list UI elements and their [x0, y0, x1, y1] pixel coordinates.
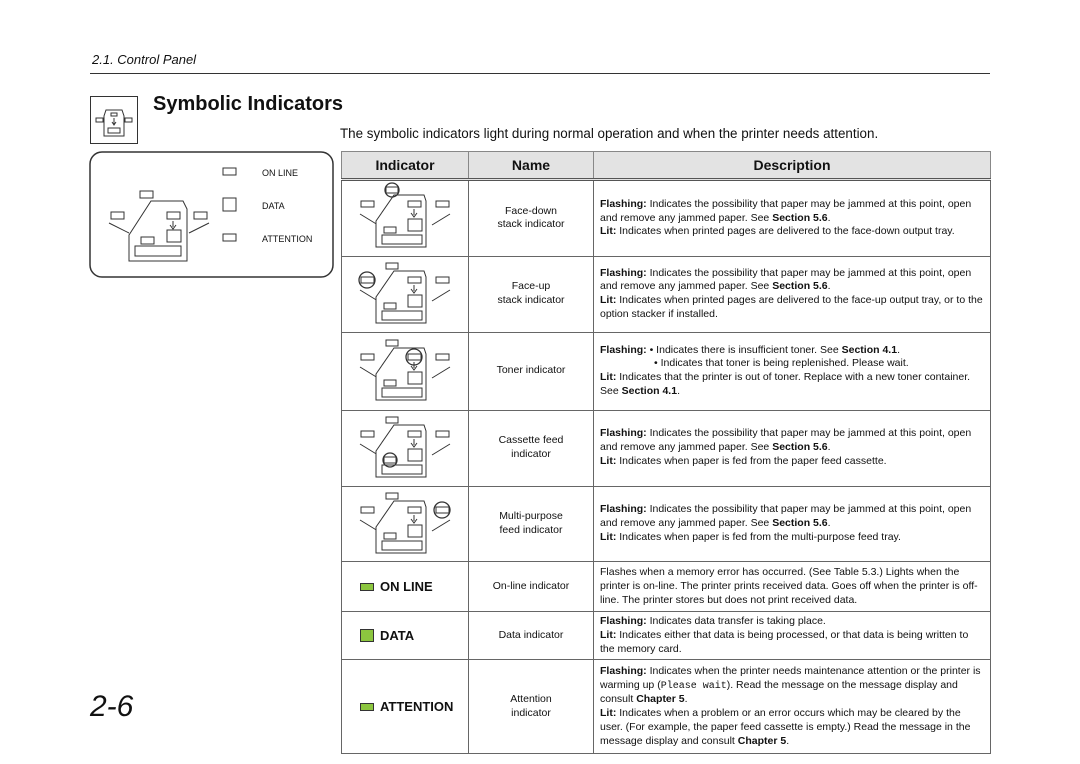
name-cell: Face-down stack indicator — [469, 180, 594, 257]
section-label: 2.1. Control Panel — [92, 52, 197, 67]
face-down-indicator-icon — [356, 181, 454, 251]
description-cell: Flashing: Indicates the possibility that paper may be jammed at this point, open and remove any jammed paper. See Section 5.6. Lit: Indicates when paper is fed from the multi-purpose feed tray. — [594, 486, 991, 562]
on-line-label: ON LINE — [380, 579, 433, 595]
table-row — [342, 612, 991, 660]
header-rule — [90, 73, 990, 74]
panel-label-on-line: ON LINE — [262, 168, 299, 178]
multi-purpose-feed-indicator-icon — [356, 487, 454, 557]
description-cell: Flashing: Indicates the possibility that paper may be jammed at this point, open and remove any jammed paper. See Section 5.6. Lit: Indicates when printed pages are delivered to the face-down output tray. — [594, 180, 991, 257]
name-cell: Data indicator — [469, 612, 594, 660]
name-cell: Multi-purpose feed indicator — [469, 486, 594, 562]
description-cell: Flashing: Indicates data transfer is taking place. Lit: Indicates either that data is being processed, or that data is being written to the memory card. — [594, 612, 991, 660]
indicators-table — [341, 151, 991, 754]
intro-text: The symbolic indicators light during normal operation and when the printer needs attention. — [340, 126, 879, 141]
page-title: Symbolic Indicators — [153, 93, 344, 115]
symbolic-indicators-icon — [90, 96, 138, 144]
indicator-cell — [342, 660, 469, 754]
page-number: 2-6 — [90, 690, 134, 723]
header-indicator: Indicator — [342, 152, 469, 180]
data-led-icon — [360, 629, 374, 642]
name-cell: Face-up stack indicator — [469, 256, 594, 332]
table-row — [342, 180, 991, 257]
indicator-cell — [342, 486, 469, 562]
data-label: DATA — [380, 628, 415, 644]
indicator-cell — [342, 180, 469, 257]
cassette-feed-indicator-icon — [356, 411, 454, 481]
description-cell: Flashes when a memory error has occurred. (See Table 5.3.) Lights when the printer is on-line. The printer prints received data. Goes off when the printer is off-line. The printer stores but does not print received data. — [594, 562, 991, 612]
table-row — [342, 486, 991, 562]
indicator-cell — [342, 332, 469, 410]
table-row — [342, 660, 991, 754]
toner-indicator-icon — [356, 334, 454, 404]
header-name: Name — [469, 152, 594, 180]
table-row — [342, 410, 991, 486]
description-cell: Flashing: Indicates when the printer needs maintenance attention or the printer is warming up (Please wait). Read the message on the message display and consult Chapter 5. Lit: Indicates when a problem or an error occurs which may be cleared by the user. (For example, the paper feed cassette is empty.) Read the message in the message display and consult Chapter 5. — [594, 660, 991, 754]
table-row — [342, 562, 991, 612]
table-header-row — [342, 152, 991, 180]
name-cell: Cassette feed indicator — [469, 410, 594, 486]
indicator-cell — [342, 562, 469, 612]
description-cell: Flashing: Indicates the possibility that paper may be jammed at this point, open and remove any jammed paper. See Section 5.6. Lit: Indicates when paper is fed from the paper feed cassette. — [594, 410, 991, 486]
panel-label-attention: ATTENTION — [262, 234, 313, 244]
table-row — [342, 332, 991, 410]
attention-label: ATTENTION — [380, 699, 454, 715]
name-cell: Toner indicator — [469, 332, 594, 410]
on-line-led-icon — [360, 583, 374, 591]
header-description: Description — [594, 152, 991, 180]
name-cell: Attention indicator — [469, 660, 594, 754]
attention-led-icon — [360, 703, 374, 711]
description-cell: Flashing: • Indicates there is insufficient toner. See Section 4.1. • Indicates that toner is being replenished. Please wait. Lit: Indicates that the printer is out of toner. Replace with a new toner container. See Section 4.1. — [594, 332, 991, 410]
indicator-cell — [342, 612, 469, 660]
indicator-cell — [342, 410, 469, 486]
name-cell: On-line indicator — [469, 562, 594, 612]
table-row — [342, 256, 991, 332]
description-cell: Flashing: Indicates the possibility that paper may be jammed at this point, open and remove any jammed paper. See Section 5.6. Lit: Indicates when printed pages are delivered to the face-up output tray, or to the option stacker if installed. — [594, 256, 991, 332]
panel-label-data: DATA — [262, 201, 285, 211]
face-up-indicator-icon — [356, 257, 454, 327]
indicator-cell — [342, 256, 469, 332]
